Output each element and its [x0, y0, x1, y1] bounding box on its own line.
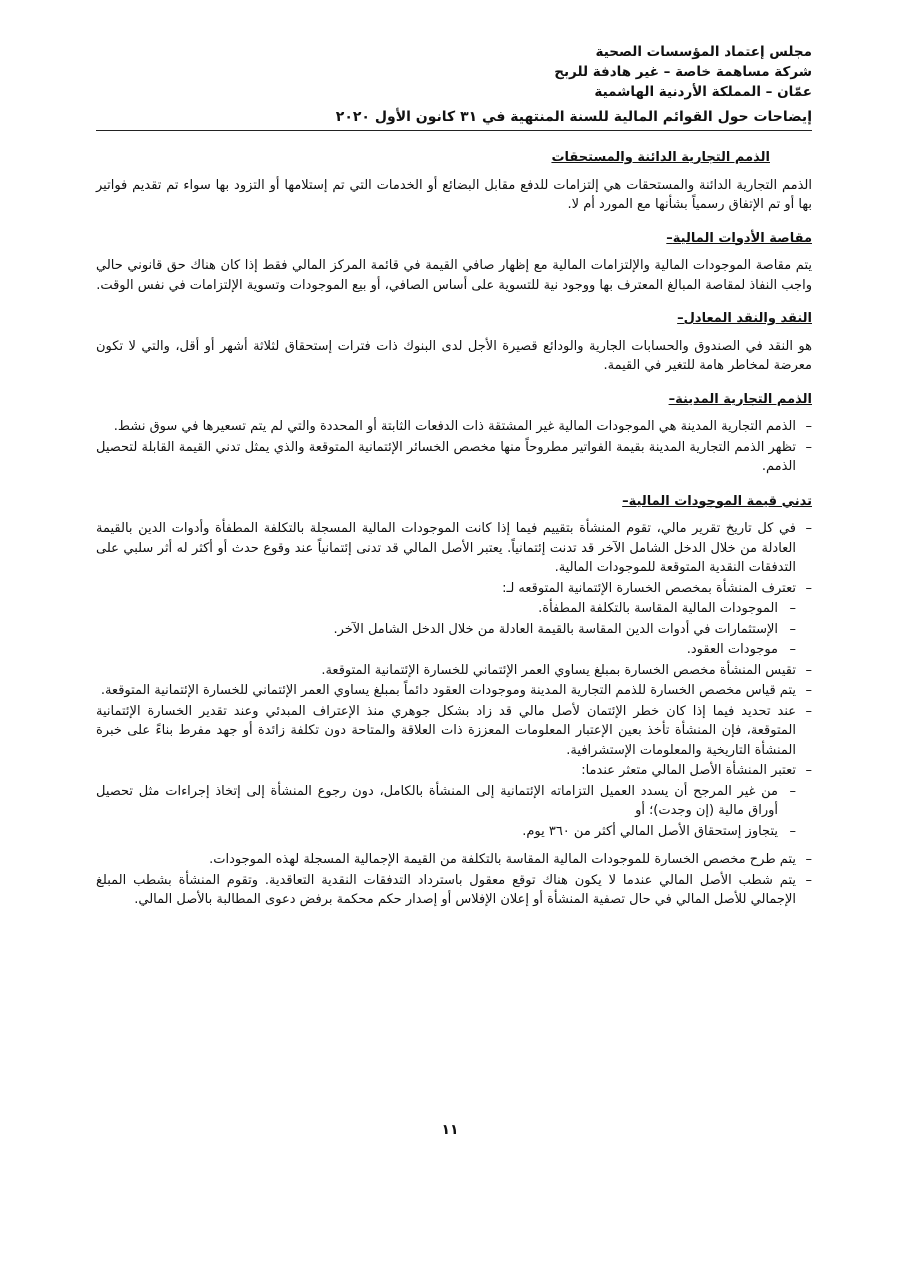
bullet-dash: – [805, 521, 812, 536]
bullet-dash: – [805, 439, 812, 455]
section-paragraph: الذمم التجارية الدائنة والمستحقات هي إلتزامات للدفع مقابل البضائع أو الخدمات التي تم إستلامها أو التزود بها سواء تم تقديم فواتير بها أو تم الإتفاق رسمياً بشأنها مع المورد أم لا. [96, 177, 812, 212]
section-title-text: مقاصة الأدوات المالية [672, 230, 812, 246]
list-item [96, 681, 812, 701]
section-cash [96, 309, 812, 376]
list-item [96, 702, 812, 761]
list-item-text: تعتبر المنشأة الأصل المالي متعثر عندما: [581, 763, 796, 778]
section-receivables [96, 390, 812, 486]
section-title [96, 492, 812, 512]
list-item [96, 579, 812, 599]
bullet-dash: – [805, 683, 812, 698]
section-title [96, 148, 812, 168]
list-item [96, 519, 812, 578]
section-paragraph: هو النقد في الصندوق والحسابات الجارية والودائع قصيرة الأجل لدى البنوك ذات فترات إستحقاق لثلاثة أشهر أو أقل، والتي لا تكون معرضة لمخاطر هامة للتغير في القيمة. [96, 338, 812, 373]
section-title [96, 309, 812, 329]
bullet-dash: – [805, 662, 812, 678]
list-item-text: الإستثمارات في أدوات الدين المقاسة بالقيمة العادلة من خلال الدخل الشامل الآخر. [333, 621, 778, 637]
page-header [92, 42, 812, 102]
list-item-text: الذمم التجارية المدينة هي الموجودات المالية غير المشتقة ذات الدفعات الثابتة أو المحددة والتي لم يتم تسعيرها في سوق نشط. [113, 419, 796, 434]
section-title [96, 390, 812, 410]
bullet-dash: – [789, 621, 796, 637]
bullet-dash: – [668, 391, 676, 407]
section-paragraph: يتم مقاصة الموجودات المالية والإلتزامات المالية مع إظهار صافي القيمة في قائمة المركز المالي فقط إذا كان هناك حق قانوني حالي واجب النفاذ لمقاصة المبالغ المعترف بها ووجود نية للتسوية على أساس الصافي، أو بيع الموجودات وتسوية الإلتزامات في نفس الوقت. [96, 258, 812, 293]
list-item-text: الموجودات المالية المقاسة بالتكلفة المطفأة. [538, 601, 778, 616]
notes-content [96, 142, 812, 914]
bullet-dash: – [789, 601, 796, 616]
section-title-text: الذمم التجارية المدينة [675, 391, 812, 407]
list-item-text: يتم طرح مخصص الخسارة للموجودات المالية المقاسة بالتكلفة من القيمة الإجمالية المسجلة لهذه الموجودات. [209, 852, 796, 867]
list-item [96, 438, 812, 477]
sub-list-item [96, 599, 812, 619]
list-item-text: تعترف المنشأة بمخصص الخسارة الإئتمانية المتوقعه لـ: [502, 580, 796, 596]
header-line-location: عمّان – المملكة الأردنية الهاشمية [594, 84, 812, 100]
bullet-dash: – [666, 230, 673, 246]
list-item [96, 871, 812, 910]
list-item-text: يتم شطب الأصل المالي عندما لا يكون هناك توقع معقول باسترداد التدفقات النقدية التعاقدية. وتقوم المنشأة بشطب المبلغ الإجمالي للأصل المالي في حال تصفية المنشأة أو إعلان الإفلاس أو إصدار حكم محكمة برفض دعوى المطالبة بالأصل المالي. [96, 872, 796, 907]
list-item [96, 850, 812, 870]
bullet-dash: – [805, 580, 812, 596]
sub-list-item [96, 822, 812, 842]
sub-list-item [96, 620, 812, 640]
section-title-text: النقد والنقد المعادل [683, 311, 812, 326]
page-title: إيضاحات حول القوائم المالية للسنة المنتهية في ٣١ كانون الأول ٢٠٢٠ [96, 106, 812, 131]
list-item-text: في كل تاريخ تقرير مالي، تقوم المنشأة بتقييم فيما إذا كانت الموجودات المالية المسجلة بالتكلفة المطفأة وأدوات الدين بالقيمة العادلة من خلال الدخل الشامل الآخر قد تدنت إئتمانياً. يعتبر الأصل المالي قد تدنى إئتمانياً عند وقوع حدث أو أكثر له أثر سلبي على التدفقات النقدية المتوقعة للموجودات المالية. [96, 521, 796, 575]
bullet-dash: – [789, 783, 796, 799]
header-line-council: مجلس إعتماد المؤسسات الصحية [595, 44, 812, 60]
bullet-dash: – [805, 852, 812, 867]
bullet-dash: – [789, 823, 796, 839]
header-line-company-type: شركة مساهمة خاصة – غير هادفة للربح [554, 64, 812, 80]
section-payables [96, 148, 812, 215]
list-item [96, 761, 812, 781]
bullet-dash: – [622, 493, 629, 509]
bullet-dash: – [805, 872, 812, 888]
list-item-text: تظهر الذمم التجارية المدينة بقيمة الفواتير مطروحاً منها مخصص الخسائر الإئتمانية المتوقعة والذي يمثل تدني القيمة القابلة لتحصيل الذمم. [96, 439, 796, 474]
section-impairment [96, 492, 812, 910]
section-title [96, 229, 812, 249]
bullet-dash: – [805, 763, 812, 778]
list-item [96, 661, 812, 681]
list-item-text: يتجاوز إستحقاق الأصل المالي أكثر من ٣٦٠ يوم. [522, 823, 778, 839]
section-title-text: تدني قيمة الموجودات المالية [628, 493, 812, 509]
list-item-text: موجودات العقود. [686, 642, 778, 657]
page-number: ١١ [441, 1122, 459, 1138]
list-item [96, 417, 812, 437]
bullet-dash: – [805, 419, 812, 434]
sub-list-item [96, 782, 812, 821]
bullet-dash: – [805, 703, 812, 719]
bullet-dash: – [677, 311, 684, 326]
section-title-text: الذمم التجارية الدائنة والمستحقات [551, 150, 770, 165]
list-item-text: عند تحديد فيما إذا كان خطر الإئتمان لأصل مالي قد زاد بشكل جوهري منذ الإعتراف المبدئي وعند تقدير الخسارة الإئتمانية المتوقعة، فإن المنشأة تأخذ بعين الإعتبار المعلومات المعززة ذات العلاقة والمتاحة دون تكلفة زائدة أو جهد مفرط بناءً على خبرة المنشأة التاريخية والمعلومات الإستشرافية. [96, 703, 796, 758]
bullet-dash: – [789, 642, 796, 657]
list-item-text: من غير المرجح أن يسدد العميل التزاماته الإئتمانية إلى المنشأة بالكامل، دون رجوع المنشأة إلى إتخاذ إجراءات مثل تحصيل أوراق مالية (إن وجدت)؛ أو [96, 783, 778, 818]
sub-list-item [96, 640, 812, 660]
list-item-text: تقيس المنشأة مخصص الخسارة بمبلغ يساوي العمر الإئتماني للخسارة الإئتمانية المتوقعة. [321, 662, 796, 678]
section-offsetting [96, 229, 812, 296]
list-item-text: يتم قياس مخصص الخسارة للذمم التجارية المدينة وموجودات العقود دائماً بمبلغ يساوي العمر الإئتماني للخسارة الإئتمانية المتوقعة. [100, 683, 796, 698]
